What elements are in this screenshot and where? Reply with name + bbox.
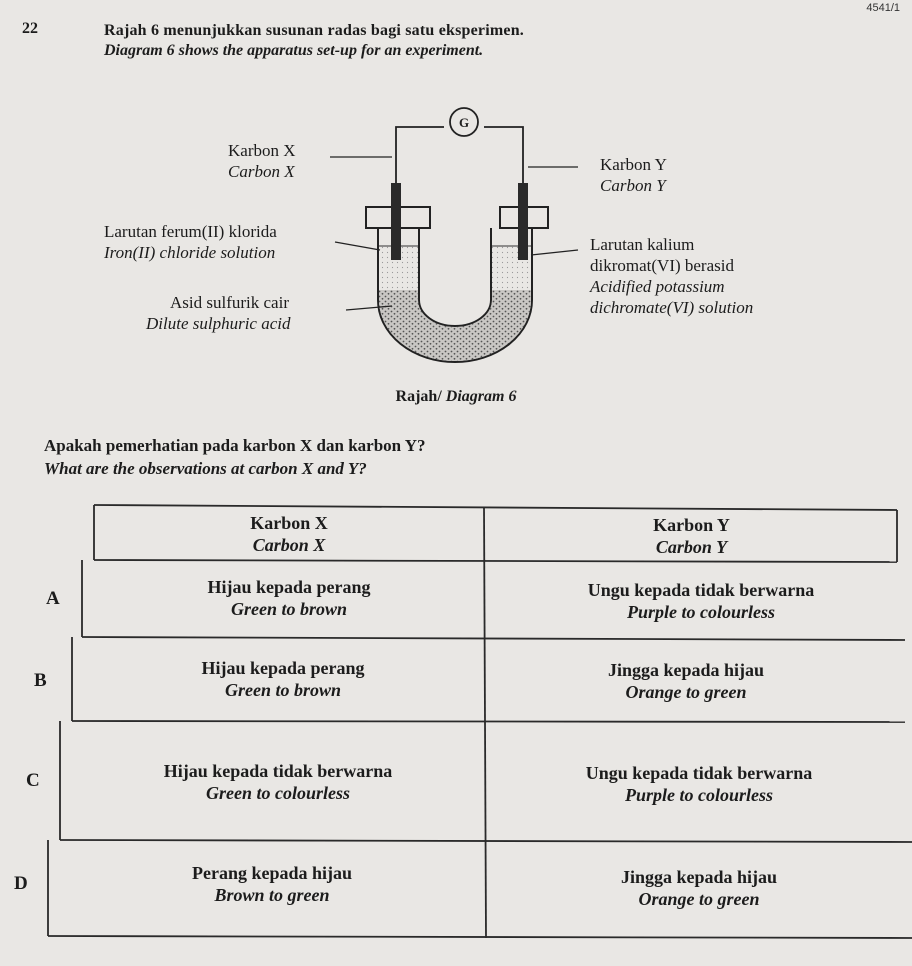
option-a-carbon-x: Hijau kepada perang Green to brown [207, 577, 371, 619]
option-d-carbon-y: Jingga kepada hijau Orange to green [620, 867, 778, 909]
question-text-english: Diagram 6 shows the apparatus set-up for an experiment. [104, 42, 484, 59]
prompt-malay: Apakah pemerhatian pada karbon X dan karbon Y? [44, 436, 426, 455]
label-carbon-y: Karbon Y Carbon Y [600, 155, 667, 195]
paper-code: 4541/1 [866, 2, 900, 14]
label-sulphuric-acid: Asid sulfurik cair [170, 293, 289, 312]
option-letter-b[interactable]: B [34, 670, 47, 691]
label-iron-solution: Larutan ferum(II) klorida Iron(II) chloride solution [104, 222, 277, 262]
option-letter-a[interactable]: A [46, 588, 60, 609]
column-header-carbon-y: Karbon Y Carbon Y [653, 515, 730, 557]
option-a-carbon-y: Ungu kepada tidak berwarna Purple to colourless [587, 580, 815, 622]
label-carbon-x: Karbon X Carbon X [228, 141, 296, 181]
option-letter-c[interactable]: C [26, 770, 40, 791]
label-sulphuric-acid-english: Dilute sulphuric acid [146, 314, 291, 333]
option-c-carbon-y: Ungu kepada tidak berwarna Purple to colourless [585, 763, 813, 805]
option-letter-d[interactable]: D [14, 873, 28, 894]
option-b-carbon-y: Jingga kepada hijau Orange to green [607, 660, 765, 702]
option-d-carbon-x: Perang kepada hijau Brown to green [191, 863, 353, 905]
question-text-malay: Rajah 6 menunjukkan susunan radas bagi satu eksperimen. [104, 22, 524, 39]
option-b-carbon-x: Hijau kepada perang Green to brown [201, 658, 365, 700]
diagram-caption: Rajah/ Diagram 6 [395, 388, 517, 405]
galvanometer-symbol: G [458, 115, 470, 130]
label-dichromate: Larutan kalium dikromat(VI) berasid Acidified potassium dichromate(VI) solution [590, 235, 754, 317]
column-header-carbon-x: Karbon X Carbon X [250, 513, 328, 555]
option-c-carbon-x: Hijau kepada tidak berwarna Green to colourless [163, 761, 393, 803]
question-number: 22 [22, 20, 38, 37]
prompt-english: What are the observations at carbon X and Y? [44, 459, 367, 478]
